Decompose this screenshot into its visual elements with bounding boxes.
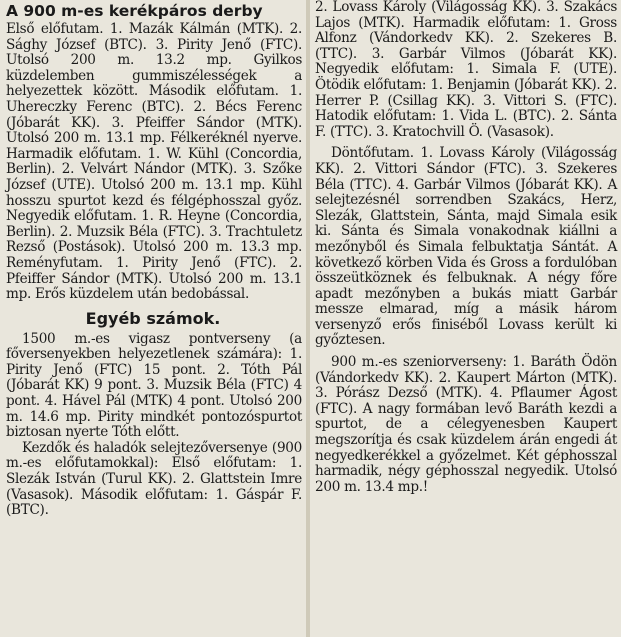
senior-race-paragraph: 900 m.-es szeniorverseny: 1. Baráth Ödön (Vándorkedv KK). 2. Kaupert Márton (MTK). 3. Pórász Dezső (MTK). 4. Pflaumer Ágost (FTC). A nagy formában levő Baráth kezdi a spurtot, de a célegyenesben Kaupert megszorítja és csak küzdelem árán engedi át negyedkerékkel a győzelmet. Két géphosszal harmadik, négy géphosszal negyedik. Utolsó 200 m. 13.4 mp.! bbox=[315, 354, 617, 495]
left-column bbox=[0, 0, 306, 637]
beginners-race-paragraph: Kezdők és haladók selejtezőversenye (900 m.-es előfutamokkal): Első előfutam: 1. Slezák István (Turul KK). 2. Glattstein Imre (Vasasok). Második előfutam: 1. Gáspár F. (BTC). bbox=[6, 439, 302, 519]
consolation-race-paragraph: 1500 m.-es vigasz pontverseny (a főversenyekben helyezetlenek számára): 1. Pirity Jenő (FTC) 15 pont. 2. Tóth Pál (Jóbarát KK) 9 pont. 3. Muzsik Béla (FTC) 4 pont. 4. Hável Pál (MTK) 4 pont. Utolsó 200 m. 14.6 mp. Pirity mindkét pontozóspurtot biztosan nyerte Tóth előtt. bbox=[6, 330, 302, 441]
heats-continued-paragraph: 2. Lovass Károly (Világosság KK). 3. Szakács Lajos (MTK). Harmadik előfutam: 1. Gross Alfonz (Vándorkedv KK). 2. Szekeres B. (TTC). 3. Garbár Vilmos (Jóbarát KK). Negyedik előfutam: 1. Simala F. (UTE). Ötödik előfutam: 1. Benjamin (Jóbarát KK). 2. Herrer P. (Csillag KK). 3. Vittori S. (FTC). Hatodik előfutam: 1. Vida L. (BTC). 2. Sánta F. (TTC). 3. Kratochvill Ö. (Vasasok). bbox=[315, 0, 617, 140]
derby-results-paragraph: Első előfutam. 1. Mazák Kálmán (MTK). 2. Sághy József (BTC). 3. Pirity Jenő (FTC). Utolsó 200 m. 13.2 mp. Gyilkos küzdelemben gummiszélességek a helyezettek között. Második előfutam. 1. Uhereczky Ferenc (BTC). 2. Bécs Ferenc (Jóbarát KK). 3. Pfeiffer Sándor (MTK). Utolsó 200 m. 13.1 mp. Félkeréknél nyerve. Harmadik előfutam. 1. W. Kühl (Concordia, Berlin). 2. Velvárt Nándor (MTK). 3. Szőke József (UTE). Utolsó 200 m. 13.1 mp. Kühl hosszu spurtot kezd és félgéphosszal győz. Negyedik előfutam. 1. R. Heyne (Concordia, Berlin). 2. Muzsik Béla (FTC). 3. Trachtuletz Rezső (Postások). Utolsó 200 m. 13.3 mp. Reményfutam. 1. Pirity Jenő (FTC). 2. Pfeiffer Sándor (MTK). Utolsó 200 m. 13.1 mp. Erős küzdelem után bedobással. bbox=[6, 21, 302, 303]
section-heading: Egyéb számok. bbox=[85, 308, 221, 328]
article-title: A 900 m-es kerékpáros derby bbox=[6, 2, 263, 20]
final-race-paragraph: Döntőfutam. 1. Lovass Károly (Világosság KK). 2. Vittori Sándor (FTC). 3. Szekeres Béla (TTC). 4. Garbár Vilmos (Jóbarát KK). A selejtezésnél sorrendben Szakács, Herz, Slezák, Glattstein, Sánta, majd Simala esik ki. Sánta és Simala vonakodnak kiállni a mezőnyből és Simala felbuktatja Sántát. A következő körben Vida és Gross a fordulóban összeütköznek és felbuknak. A négy főre apadt mezőnyben a bukás miatt Garbár messze elmarad, míg a másik három versenyző erős finiséből Lovass került ki győztesen. bbox=[315, 145, 617, 349]
right-column bbox=[311, 0, 621, 637]
column-divider bbox=[306, 0, 310, 637]
